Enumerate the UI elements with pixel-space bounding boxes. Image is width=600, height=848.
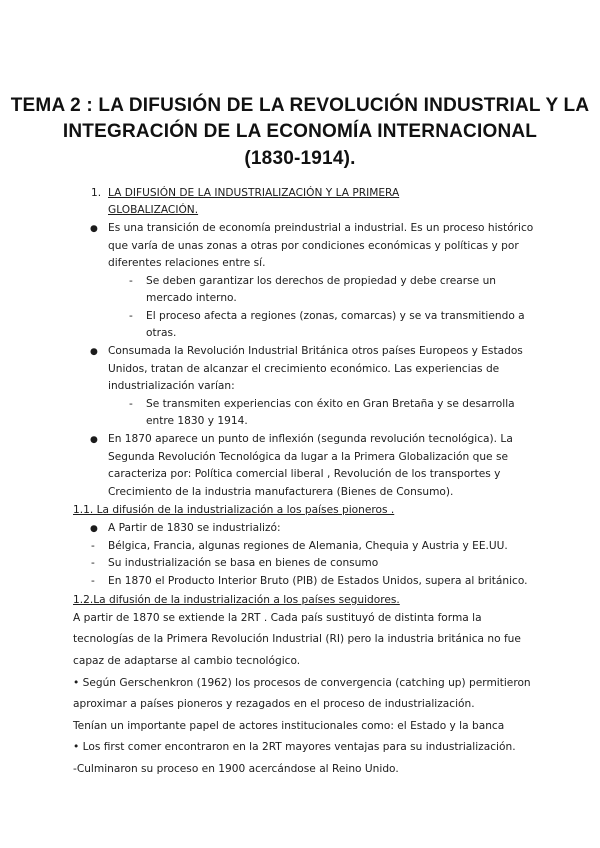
paragraph-line: A partir de 1870 se extiende la 2RT . Cada país sustituyó de distinta forma la bbox=[73, 612, 482, 624]
page-title-line-2: INTEGRACIÓN DE LA ECONOMÍA INTERNACIONAL bbox=[62, 121, 538, 142]
subsection-1-1-bullet: A Partir de 1830 se industrializó: bbox=[108, 522, 281, 534]
paragraph-line: aproximar a países pioneros y rezagados en el proceso de industrialización. bbox=[73, 698, 475, 710]
sub-item-line: entre 1830 y 1914. bbox=[146, 415, 248, 427]
bullet-3-line: Segunda Revolución Tecnológica da lugar a la Primera Globalización que se bbox=[108, 451, 508, 463]
paragraph-line: • Según Gerschenkron (1962) los procesos de convergencia (catching up) permitieron bbox=[73, 677, 531, 689]
paragraph-line: capaz de adaptarse al cambio tecnológico. bbox=[73, 655, 301, 667]
bullet-2-line: Unidos, tratan de alcanzar el crecimiento económico. Las experiencias de bbox=[108, 363, 500, 375]
dash-icon: - bbox=[129, 398, 133, 410]
paragraph-line: -Culminaron su proceso en 1900 acercándose al Reino Unido. bbox=[73, 763, 399, 775]
dash-item: En 1870 el Producto Interior Bruto (PIB) de Estados Unidos, supera al británico. bbox=[108, 575, 528, 587]
dash-icon: - bbox=[129, 310, 133, 322]
paragraph-line: tecnologías de la Primera Revolución Industrial (RI) pero la industria británica no fue bbox=[73, 633, 521, 645]
sub-item-line: Se deben garantizar los derechos de propiedad y debe crearse un bbox=[146, 275, 496, 287]
bullet-3-line: En 1870 aparece un punto de inflexión (segunda revolución tecnológica). La bbox=[108, 433, 513, 445]
page-title-line-1: TEMA 2 : LA DIFUSIÓN DE LA REVOLUCIÓN INDUSTRIAL Y LA bbox=[10, 95, 590, 116]
dash-item: Bélgica, Francia, algunas regiones de Alemania, Chequia y Austria y EE.UU. bbox=[108, 540, 508, 552]
bullet-1-line: que varía de unas zonas a otras por condiciones económicas y políticas y por bbox=[108, 240, 519, 252]
section-heading-line-2: GLOBALIZACIÓN. bbox=[108, 204, 199, 216]
bullet-icon: ● bbox=[90, 435, 98, 445]
section-number: 1. bbox=[91, 187, 102, 199]
dash-icon: - bbox=[91, 575, 95, 587]
bullet-2-line: Consumada la Revolución Industrial Británica otros países Europeos y Estados bbox=[108, 345, 523, 357]
bullet-1-line: diferentes relaciones entre sí. bbox=[108, 257, 266, 269]
bullet-icon: ● bbox=[90, 224, 98, 234]
bullet-3-line: caracteriza por: Política comercial liberal , Revolución de los transportes y bbox=[108, 468, 501, 480]
bullet-icon: ● bbox=[90, 524, 98, 534]
sub-item-line: mercado interno. bbox=[146, 292, 237, 304]
dash-item: Su industrialización se basa en bienes de consumo bbox=[108, 557, 379, 569]
sub-item-line: El proceso afecta a regiones (zonas, comarcas) y se va transmitiendo a bbox=[146, 310, 525, 322]
paragraph-line: • Los first comer encontraron en la 2RT mayores ventajas para su industrialización. bbox=[73, 741, 516, 753]
dash-icon: - bbox=[91, 557, 95, 569]
section-heading-line-1: LA DIFUSIÓN DE LA INDUSTRIALIZACIÓN Y LA PRIMERA bbox=[108, 187, 400, 199]
paragraph-line: Tenían un importante papel de actores institucionales como: el Estado y la banca bbox=[73, 720, 505, 732]
bullet-1-line: Es una transición de economía preindustrial a industrial. Es un proceso histórico bbox=[108, 222, 534, 234]
sub-item-line: otras. bbox=[146, 327, 177, 339]
bullet-2-line: industrialización varían: bbox=[108, 380, 235, 392]
bullet-3-line: Crecimiento de la industria manufacturera (Bienes de Consumo). bbox=[108, 486, 454, 498]
dash-icon: - bbox=[129, 275, 133, 287]
sub-item-line: Se transmiten experiencias con éxito en Gran Bretaña y se desarrolla bbox=[146, 398, 515, 410]
subsection-1-2-heading: 1.2.La difusión de la industrialización a los países seguidores. bbox=[73, 594, 400, 606]
page-title-line-3: (1830-1914). bbox=[244, 148, 356, 169]
dash-icon: - bbox=[91, 540, 95, 552]
bullet-icon: ● bbox=[90, 347, 98, 357]
subsection-1-1-heading: 1.1. La difusión de la industrialización a los países pioneros . bbox=[73, 504, 395, 516]
